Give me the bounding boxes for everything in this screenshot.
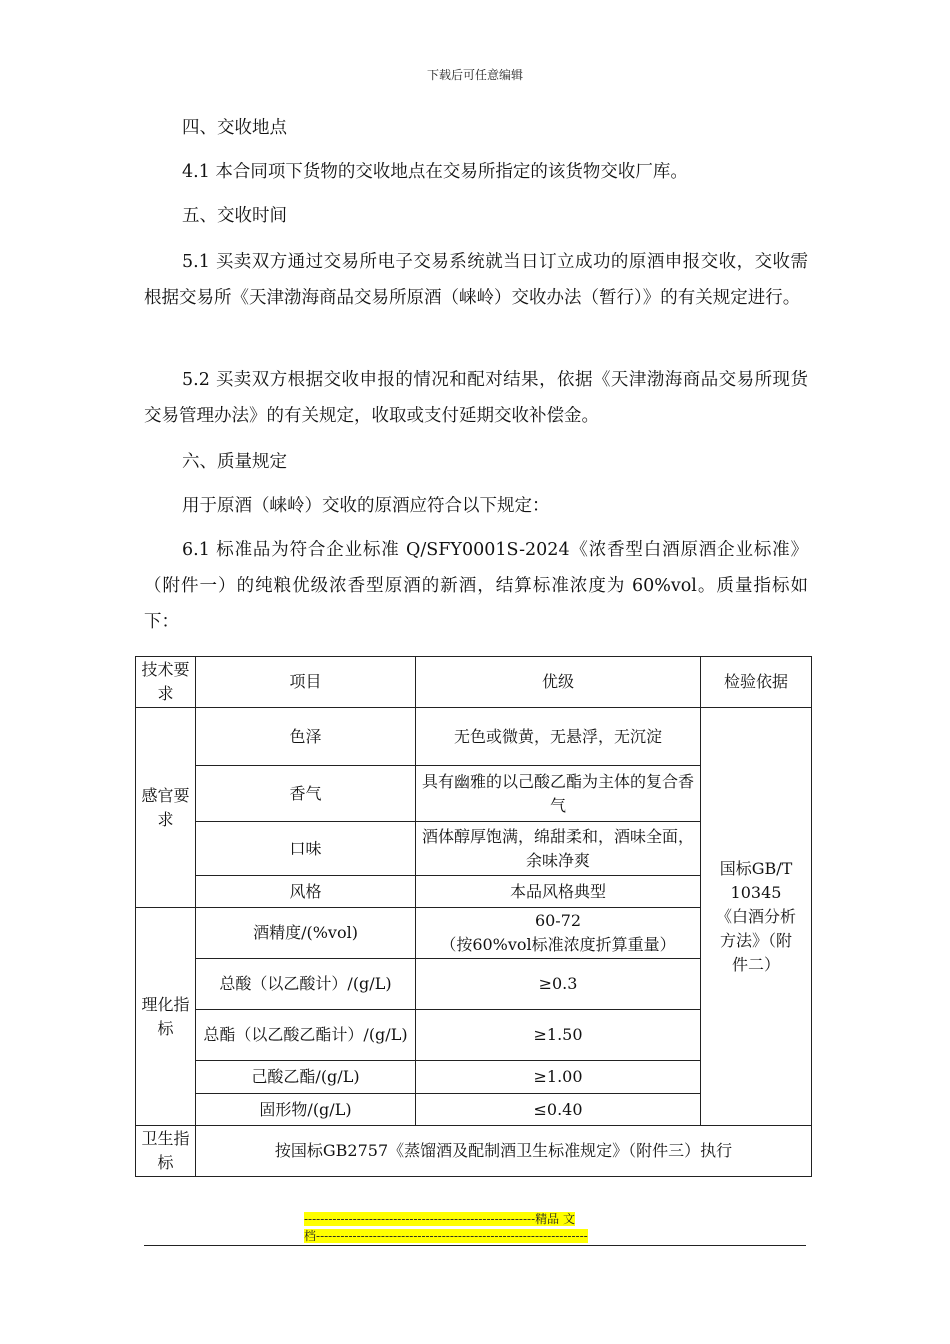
section-4-title	[144, 110, 808, 146]
item-cell: 香气	[196, 766, 416, 822]
hygiene-group-label: 卫生指标	[136, 1126, 196, 1177]
item-cell: 总酸（以乙酸计）/(g/L)	[196, 959, 416, 1010]
paragraph-6-1: 6.1 标准品为符合企业标准 Q/SFY0001S-2024《浓香型白酒原酒企业标准》（附件一）的纯粮优级浓香型原酒的新酒，结算标准浓度为 60%vol。质量指标如下：	[144, 540, 808, 632]
header-tech: 技术要求	[136, 657, 196, 708]
item-cell: 固形物/(g/L)	[196, 1094, 416, 1126]
value-cell: 本品风格典型	[416, 876, 701, 908]
header-item: 项目	[196, 657, 416, 708]
item-cell: 色泽	[196, 708, 416, 766]
value-cell: 具有幽雅的以己酸乙酯为主体的复合香气	[416, 766, 701, 822]
header-grade: 优级	[416, 657, 701, 708]
physchem-group-label: 理化指标	[136, 908, 196, 1126]
header-note: 下载后可任意编辑	[426, 68, 523, 82]
footer-divider	[144, 1245, 806, 1246]
basis-cell: 国标GB/T 10345《白酒分析方法》（附件二）	[701, 708, 812, 1126]
value-cell: ≤0.40	[416, 1094, 701, 1126]
footer-dashes-right: -------------------------------------------------------------------	[316, 1229, 588, 1243]
value-cell: 无色或微黄，无悬浮，无沉淀	[416, 708, 701, 766]
footer-mark	[304, 1211, 650, 1245]
paragraph-6-intro: 用于原酒（崃岭）交收的原酒应符合以下规定：	[182, 496, 550, 516]
item-cell: 酒精度/(%vol)	[196, 908, 416, 959]
paragraph-5-2: 5.2 买卖双方根据交收申报的情况和配对结果，依据《天津渤海商品交易所现货交易管理办法》的有关规定，收取或支付延期交收补偿金。	[144, 370, 808, 426]
value-cell: ≥1.50	[416, 1010, 701, 1061]
table-header-row	[136, 657, 812, 708]
value-cell: 酒体醇厚饱满，绵甜柔和，酒味全面，余味净爽	[416, 822, 701, 876]
item-cell: 风格	[196, 876, 416, 908]
abv-note: （按60%vol标准浓度折算重量）	[440, 935, 676, 954]
section-6-title: 六、质量规定	[182, 452, 287, 472]
quality-spec-table	[135, 656, 812, 1177]
paragraph-5-1: 5.1 买卖双方通过交易所电子交易系统就当日订立成功的原酒申报交收，交收需根据交易所《天津渤海商品交易所原酒（崃岭）交收办法（暂行）》的有关规定进行。	[144, 252, 808, 308]
footer-label-2: 档	[304, 1229, 317, 1243]
footer-dashes-left: ---------------------------------------------------------	[304, 1212, 536, 1226]
section-4-title-text: 四、交收地点	[182, 118, 287, 138]
value-cell	[416, 908, 701, 959]
item-cell: 己酸乙酯/(g/L)	[196, 1061, 416, 1094]
header-basis: 检验依据	[701, 657, 812, 708]
item-cell: 总酯（以乙酸乙酯计）/(g/L)	[196, 1010, 416, 1061]
value-cell: ≥1.00	[416, 1061, 701, 1094]
section-5-title: 五、交收时间	[182, 206, 287, 226]
table-row	[136, 708, 812, 766]
table-row	[136, 1126, 812, 1177]
hygiene-text: 按国标GB2757《蒸馏酒及配制酒卫生标准规定》（附件三）执行	[196, 1126, 812, 1177]
sensory-group-label: 感官要求	[136, 708, 196, 908]
paragraph-4-1: 4.1 本合同项下货物的交收地点在交易所指定的该货物交收厂库。	[182, 162, 688, 182]
footer-label-1: 精品 文	[535, 1212, 575, 1226]
abv-range: 60-72	[534, 911, 582, 930]
item-cell: 口味	[196, 822, 416, 876]
value-cell: ≥0.3	[416, 959, 701, 1010]
